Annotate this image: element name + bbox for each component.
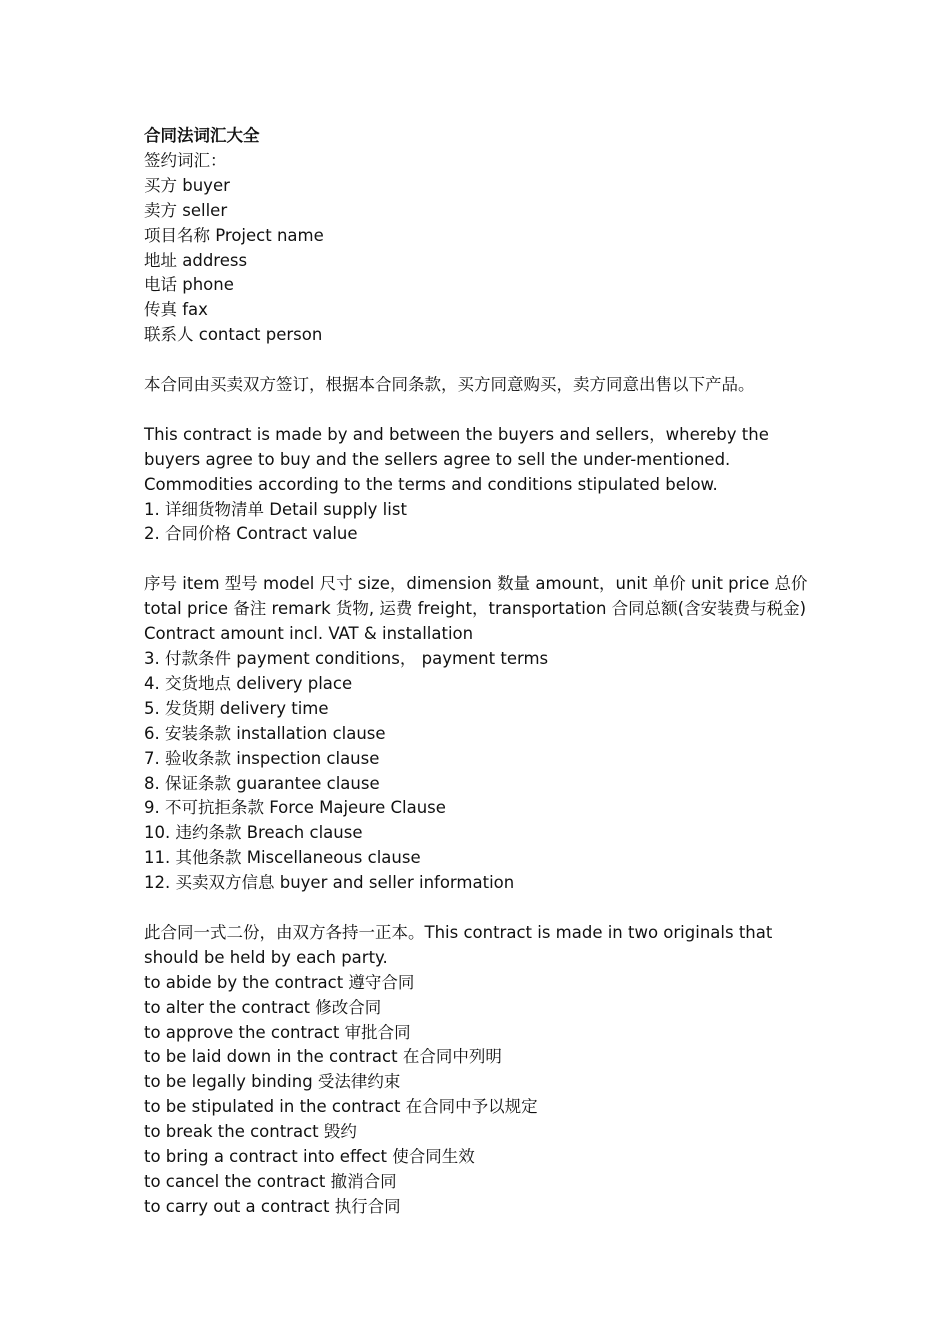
table-description: 序号 item 型号 model 尺寸 size，dimension 数量 amount，unit 单价 unit price 总价 total price 备注 remark 货物, 运费 freight，transportation 合同总额(含安装费与税金) Contract amount incl. VAT & installation — [144, 574, 808, 644]
phrase-item: to bring a contract into effect 使合同生效 — [144, 1147, 475, 1167]
clause-item: 4. 交货地点 delivery place — [144, 673, 353, 693]
clause-item: 9. 不可抗拒条款 Force Majeure Clause — [144, 798, 446, 818]
clause-item: 12. 买卖双方信息 buyer and seller information — [144, 873, 515, 893]
phrase-item: to carry out a contract 执行合同 — [144, 1196, 401, 1216]
phrase-item: to alter the contract 修改合同 — [144, 997, 382, 1017]
intro-english: This contract is made by and between the buyers and sellers，whereby the buyers agree to buy and the sellers agree to sell the under-mentioned. Commodities according to the terms and conditions stipulated below. — [144, 424, 769, 494]
phrase-item: to be legally binding 受法律约束 — [144, 1072, 401, 1092]
clause-item: 2. 合同价格 Contract value — [144, 524, 358, 544]
term-item: 买方 buyer — [144, 175, 230, 195]
blank-line — [144, 896, 814, 921]
copies-paragraph: 此合同一式二份，由双方各持一正本。This contract is made in two originals that should be held by each party. — [144, 922, 773, 967]
clause-item: 5. 发货期 delivery time — [144, 698, 329, 718]
clause-item: 11. 其他条款 Miscellaneous clause — [144, 848, 421, 868]
clause-item: 10. 违约条款 Breach clause — [144, 823, 363, 843]
blank-line — [144, 348, 814, 373]
term-item: 联系人 contact person — [144, 325, 323, 345]
term-item: 卖方 seller — [144, 200, 228, 220]
phrase-item: to cancel the contract 撤消合同 — [144, 1172, 397, 1191]
phrase-item: to be laid down in the contract 在合同中列明 — [144, 1047, 502, 1067]
clause-item: 3. 付款条件 payment conditions， payment terms — [144, 648, 549, 668]
clause-item: 7. 验收条款 inspection clause — [144, 748, 380, 768]
intro-chinese: 本合同由买卖双方签订，根据本合同条款，买方同意购买，卖方同意出售以下产品。 — [144, 375, 755, 395]
clause-item: 6. 安装条款 installation clause — [144, 723, 386, 743]
blank-line — [144, 547, 814, 572]
phrase-item: to approve the contract 审批合同 — [144, 1022, 411, 1042]
term-item: 传真 fax — [144, 300, 208, 320]
phrase-item: to abide by the contract 遵守合同 — [144, 972, 415, 992]
term-item: 地址 address — [144, 250, 248, 270]
section-label: 签约词汇： — [144, 150, 227, 170]
phrase-item: to be stipulated in the contract 在合同中予以规定 — [144, 1097, 538, 1117]
clause-item: 1. 详细货物清单 Detail supply list — [144, 499, 407, 519]
document-page — [144, 124, 814, 1220]
term-item: 项目名称 Project name — [144, 225, 324, 245]
phrase-item: to break the contract 毁约 — [144, 1122, 357, 1142]
document-title: 合同法词汇大全 — [144, 126, 260, 145]
blank-line — [144, 398, 814, 423]
term-item: 电话 phone — [144, 275, 234, 295]
clause-item: 8. 保证条款 guarantee clause — [144, 773, 380, 793]
